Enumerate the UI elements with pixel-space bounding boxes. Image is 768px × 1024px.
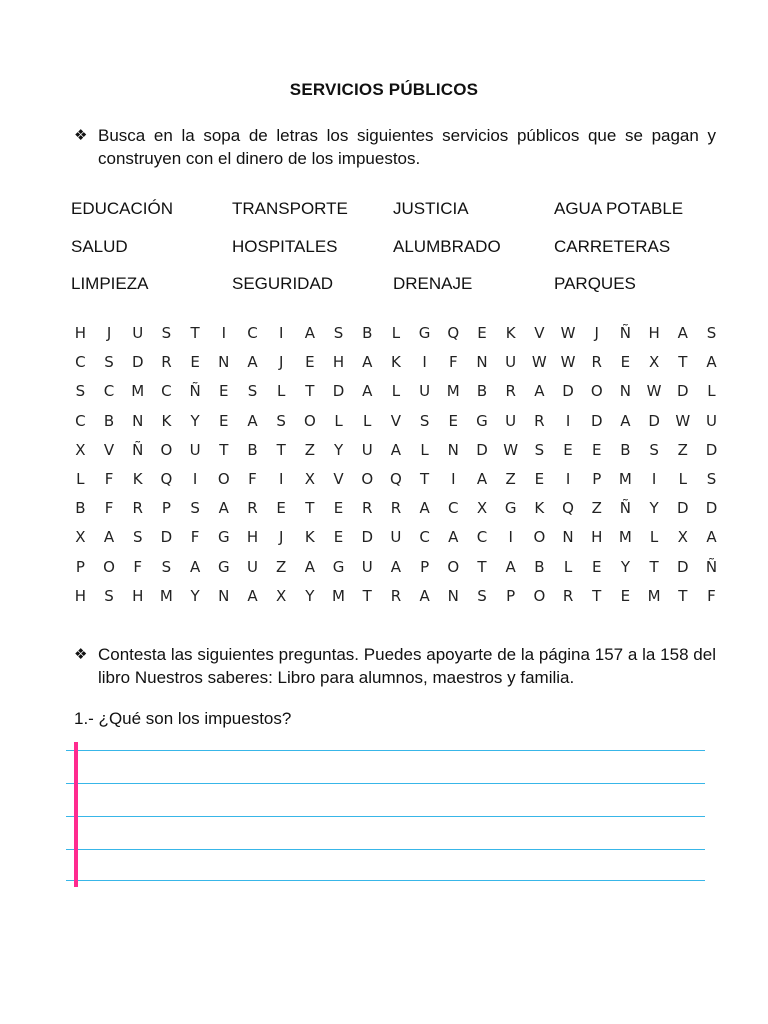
grid-letter[interactable]: F <box>133 557 143 576</box>
grid-letter[interactable]: Y <box>305 586 315 605</box>
grid-letter[interactable]: T <box>592 586 602 605</box>
grid-letter[interactable]: T <box>190 324 200 342</box>
grid-letter[interactable]: E <box>534 469 545 488</box>
grid-letter[interactable]: K <box>534 499 545 518</box>
grid-letter[interactable]: Y <box>190 411 200 430</box>
question-1: 1.- ¿Qué son los impuestos? <box>74 709 292 728</box>
grid-letter[interactable]: B <box>620 440 631 459</box>
grid-letter[interactable]: K <box>505 324 516 342</box>
grid-letter[interactable]: I <box>422 353 427 372</box>
grid-letter[interactable]: U <box>361 440 373 459</box>
word-list-item: JUSTICIA <box>393 199 469 218</box>
grid-letter[interactable]: E <box>591 440 602 459</box>
grid-letter[interactable]: A <box>304 557 315 576</box>
grid-letter[interactable]: S <box>75 382 86 401</box>
grid-letter[interactable]: F <box>248 469 257 488</box>
grid-letter[interactable]: I <box>278 324 284 342</box>
answer-line <box>66 750 705 751</box>
grid-letter[interactable]: E <box>219 411 229 430</box>
grid-letter[interactable]: E <box>620 353 631 372</box>
grid-letter[interactable]: X <box>677 528 688 547</box>
page-title: SERVICIOS PÚBLICOS <box>289 80 479 99</box>
grid-letter[interactable]: N <box>619 382 632 401</box>
grid-letter[interactable]: E <box>620 586 631 605</box>
grid-letter[interactable]: E <box>190 353 200 372</box>
grid-letter[interactable]: T <box>305 499 315 518</box>
grid-letter[interactable]: Ñ <box>189 382 201 401</box>
grid-letter[interactable]: E <box>305 353 315 372</box>
grid-letter[interactable]: B <box>103 411 115 430</box>
grid-letter[interactable]: V <box>333 469 344 488</box>
grid-letter[interactable]: B <box>362 324 373 342</box>
grid-letter[interactable]: C <box>476 528 488 547</box>
grid-letter[interactable]: N <box>218 353 230 372</box>
grid-letter[interactable]: H <box>648 324 660 342</box>
grid-letter[interactable]: O <box>447 557 460 576</box>
grid-letter[interactable]: Y <box>649 499 659 518</box>
grid-letter[interactable]: S <box>276 411 286 430</box>
grid-letter[interactable]: T <box>420 469 430 488</box>
grid-letter[interactable]: D <box>476 440 488 459</box>
grid-letter[interactable]: A <box>304 324 315 342</box>
grid-letter[interactable]: L <box>563 557 573 576</box>
grid-letter[interactable]: J <box>594 324 599 342</box>
grid-letter[interactable]: K <box>132 469 143 488</box>
grid-letter[interactable]: B <box>476 382 488 401</box>
grid-letter[interactable]: E <box>276 499 286 518</box>
grid-letter[interactable]: C <box>161 382 172 401</box>
grid-letter[interactable]: J <box>278 353 284 372</box>
grid-letter[interactable]: L <box>420 440 429 459</box>
word-list-item: LIMPIEZA <box>71 274 149 293</box>
grid-letter[interactable]: O <box>533 586 546 605</box>
grid-letter[interactable]: N <box>218 586 230 605</box>
grid-letter[interactable]: O <box>303 411 316 430</box>
grid-letter[interactable]: H <box>132 586 144 605</box>
grid-letter[interactable]: R <box>132 499 143 518</box>
grid-letter[interactable]: U <box>505 411 517 430</box>
word-list-item: PARQUES <box>554 274 636 293</box>
word-list-item: SALUD <box>71 236 128 256</box>
grid-letter[interactable]: E <box>448 411 459 430</box>
grid-letter[interactable]: V <box>390 411 402 430</box>
word-list-item: DRENAJE <box>393 274 473 293</box>
grid-letter[interactable]: Z <box>304 440 315 459</box>
grid-letter[interactable]: I <box>508 528 513 547</box>
grid-letter[interactable]: H <box>246 528 259 547</box>
grid-letter[interactable]: I <box>565 411 571 430</box>
grid-letter[interactable]: U <box>390 528 402 547</box>
grid-letter[interactable]: S <box>161 557 172 576</box>
instruction-text: Busca en la sopa de letras los siguientes servicios públicos que se pagan y construyen con el dinero de los impuestos. <box>98 126 716 168</box>
grid-letter[interactable]: X <box>276 586 287 605</box>
grid-letter[interactable]: R <box>390 586 402 605</box>
grid-letter[interactable]: I <box>278 469 284 488</box>
grid-letter[interactable]: Ñ <box>132 440 144 459</box>
grid-letter[interactable]: Z <box>276 557 287 576</box>
grid-letter[interactable]: M <box>618 469 632 488</box>
grid-letter[interactable]: T <box>362 586 372 605</box>
grid-letter[interactable]: C <box>419 528 430 547</box>
grid-letter[interactable]: V <box>534 324 545 342</box>
grid-letter[interactable]: A <box>390 440 402 459</box>
grid-letter[interactable]: O <box>103 557 115 576</box>
grid-letter[interactable]: S <box>190 499 200 518</box>
grid-letter[interactable]: O <box>590 382 603 401</box>
grid-letter[interactable]: Ñ <box>619 499 632 518</box>
grid-letter[interactable]: Z <box>677 440 688 459</box>
margin-line <box>74 742 78 887</box>
grid-letter[interactable]: S <box>649 440 659 459</box>
grid-letter[interactable]: V <box>103 440 115 459</box>
grid-letter[interactable]: P <box>506 586 516 605</box>
grid-letter[interactable]: Y <box>333 440 344 459</box>
grid-letter[interactable]: Q <box>160 469 173 488</box>
grid-letter[interactable]: A <box>247 411 258 430</box>
grid-letter[interactable]: T <box>477 557 487 576</box>
grid-letter[interactable]: S <box>333 324 344 342</box>
grid-letter[interactable]: X <box>476 499 488 518</box>
grid-letter[interactable]: T <box>276 440 286 459</box>
grid-letter[interactable]: G <box>504 499 517 518</box>
grid-letter[interactable]: T <box>678 586 688 605</box>
grid-letter[interactable]: L <box>363 411 372 430</box>
grid-letter[interactable]: A <box>362 382 373 401</box>
grid-letter[interactable]: A <box>419 499 430 518</box>
word-list-item: SEGURIDAD <box>232 274 334 293</box>
grid-letter[interactable]: R <box>562 586 574 605</box>
grid-letter[interactable]: Ñ <box>705 557 718 576</box>
answer-line <box>66 880 705 881</box>
grid-letter[interactable]: A <box>505 557 516 576</box>
grid-letter[interactable]: D <box>131 353 144 372</box>
grid-letter[interactable]: N <box>447 440 459 459</box>
grid-letter[interactable]: X <box>648 353 660 372</box>
answer-line <box>66 816 705 817</box>
grid-letter[interactable]: G <box>418 324 431 342</box>
word-list-item: AGUA POTABLE <box>554 199 684 218</box>
grid-letter[interactable]: Q <box>390 469 402 488</box>
grid-letter[interactable]: A <box>448 528 459 547</box>
grid-letter[interactable]: B <box>534 557 545 576</box>
grid-letter[interactable]: N <box>132 411 144 430</box>
diamond-bullet-icon: ❖ <box>74 646 88 663</box>
grid-letter[interactable]: A <box>103 528 115 547</box>
grid-letter[interactable]: I <box>221 324 226 342</box>
grid-letter[interactable]: T <box>678 353 688 372</box>
grid-letter[interactable]: O <box>160 440 173 459</box>
grid-letter[interactable]: R <box>505 382 516 401</box>
grid-letter[interactable]: U <box>132 324 144 342</box>
grid-letter[interactable]: S <box>132 528 143 547</box>
grid-letter[interactable]: L <box>334 411 343 430</box>
grid-letter[interactable]: S <box>534 440 545 459</box>
grid-letter[interactable]: P <box>592 469 602 488</box>
grid-letter[interactable]: A <box>476 469 488 488</box>
grid-letter[interactable]: L <box>678 469 687 488</box>
grid-letter[interactable]: D <box>705 440 718 459</box>
word-search-grid <box>66 319 726 611</box>
grid-letter[interactable]: U <box>189 440 201 459</box>
grid-letter[interactable]: U <box>705 411 717 430</box>
grid-letter[interactable]: O <box>533 528 546 547</box>
grid-letter[interactable]: A <box>706 353 717 372</box>
grid-letter[interactable]: E <box>333 528 344 547</box>
grid-letter[interactable]: M <box>647 586 661 605</box>
grid-letter[interactable]: A <box>390 557 402 576</box>
grid-letter[interactable]: W <box>531 353 547 372</box>
grid-letter[interactable]: F <box>448 353 458 372</box>
grid-letter[interactable]: L <box>76 469 85 488</box>
grid-letter[interactable]: D <box>332 382 345 401</box>
grid-letter[interactable]: N <box>447 586 459 605</box>
word-list-item: TRANSPORTE <box>232 199 348 218</box>
grid-letter[interactable]: J <box>106 324 112 342</box>
grid-letter[interactable]: L <box>707 382 716 401</box>
grid-letter[interactable]: M <box>159 586 173 605</box>
grid-letter[interactable]: Q <box>447 324 460 342</box>
grid-letter[interactable]: R <box>161 353 172 372</box>
grid-letter[interactable]: E <box>333 499 344 518</box>
grid-letter[interactable]: W <box>503 440 519 459</box>
grid-letter[interactable]: U <box>419 382 431 401</box>
grid-letter[interactable]: P <box>420 557 430 576</box>
grid-letter[interactable]: A <box>189 557 201 576</box>
grid-letter[interactable]: X <box>75 440 86 459</box>
grid-letter[interactable]: A <box>362 353 373 372</box>
grid-letter[interactable]: H <box>74 324 86 342</box>
grid-letter[interactable]: S <box>247 382 258 401</box>
grid-letter[interactable]: K <box>161 411 172 430</box>
grid-letter[interactable]: D <box>705 499 718 518</box>
grid-letter[interactable]: X <box>304 469 315 488</box>
grid-letter[interactable]: L <box>276 382 286 401</box>
grid-letter[interactable]: Z <box>591 499 602 518</box>
grid-letter[interactable]: H <box>591 528 603 547</box>
grid-letter[interactable]: G <box>476 411 488 430</box>
grid-letter[interactable]: M <box>446 382 460 401</box>
grid-letter[interactable]: P <box>75 557 85 576</box>
grid-letter[interactable]: U <box>505 353 517 372</box>
grid-letter[interactable]: M <box>618 528 632 547</box>
grid-letter[interactable]: S <box>104 353 114 372</box>
grid-letter[interactable]: D <box>677 382 689 401</box>
grid-letter[interactable]: C <box>103 382 115 401</box>
grid-letter[interactable]: D <box>677 499 689 518</box>
grid-letter[interactable]: D <box>160 528 173 547</box>
word-list <box>71 196 711 309</box>
word-list-item: ALUMBRADO <box>393 236 501 256</box>
grid-letter[interactable]: B <box>247 440 258 459</box>
word-list-item: CARRETERAS <box>554 236 671 256</box>
grid-letter[interactable]: L <box>649 528 659 547</box>
grid-letter[interactable]: K <box>304 528 315 547</box>
grid-letter[interactable]: G <box>332 557 345 576</box>
grid-letter[interactable]: G <box>217 557 230 576</box>
grid-letter[interactable]: S <box>477 586 487 605</box>
grid-letter[interactable]: B <box>75 499 86 518</box>
diamond-bullet-icon: ❖ <box>74 127 88 144</box>
grid-letter[interactable]: X <box>75 528 86 547</box>
grid-letter[interactable]: A <box>677 324 688 342</box>
grid-letter[interactable]: A <box>706 528 717 547</box>
grid-letter[interactable]: T <box>305 382 315 401</box>
grid-letter[interactable]: E <box>591 557 602 576</box>
grid-letter[interactable]: H <box>74 586 86 605</box>
grid-letter[interactable]: D <box>562 382 574 401</box>
grid-letter[interactable]: A <box>247 353 258 372</box>
grid-letter[interactable]: R <box>390 499 402 518</box>
grid-letter[interactable]: D <box>361 528 373 547</box>
word-list-item: HOSPITALES <box>232 236 338 256</box>
grid-letter[interactable]: C <box>75 411 86 430</box>
grid-letter[interactable]: M <box>131 382 145 401</box>
grid-letter[interactable]: O <box>361 469 374 488</box>
answer-line <box>66 849 705 850</box>
grid-letter[interactable]: P <box>161 499 171 518</box>
instruction-word-search <box>74 124 716 170</box>
grid-letter[interactable]: S <box>104 586 114 605</box>
grid-letter[interactable]: W <box>560 324 576 342</box>
grid-letter[interactable]: S <box>161 324 172 342</box>
grid-letter[interactable]: M <box>332 586 345 605</box>
grid-letter[interactable]: Z <box>505 469 516 488</box>
grid-letter[interactable]: N <box>476 353 488 372</box>
word-list-item: EDUCACIÓN <box>71 199 174 218</box>
answer-lines[interactable] <box>0 733 768 893</box>
grid-letter[interactable]: D <box>677 557 689 576</box>
grid-letter[interactable]: Y <box>620 557 630 576</box>
grid-letter[interactable]: I <box>192 469 198 488</box>
grid-letter[interactable]: E <box>563 440 573 459</box>
instruction-text: Contesta las siguientes preguntas. Puedes apoyarte de la página 157 a la 158 del libro Nuestros saberes: Libro para alumnos, maestros y familia. <box>98 645 716 687</box>
grid-letter[interactable]: I <box>451 469 456 488</box>
grid-letter[interactable]: F <box>104 469 114 488</box>
grid-letter[interactable]: A <box>534 382 545 401</box>
grid-letter[interactable]: A <box>419 586 430 605</box>
grid-letter[interactable]: O <box>217 469 230 488</box>
grid-letter[interactable]: R <box>362 499 373 518</box>
grid-letter[interactable]: D <box>648 411 660 430</box>
grid-letter[interactable]: L <box>391 382 401 401</box>
grid-letter[interactable]: F <box>104 499 114 518</box>
grid-letter[interactable]: N <box>562 528 574 547</box>
grid-letter[interactable]: Q <box>562 499 574 518</box>
grid-letter[interactable]: S <box>706 324 717 342</box>
grid-letter[interactable]: I <box>651 469 657 488</box>
grid-letter[interactable]: L <box>391 324 401 342</box>
grid-letter[interactable]: Ñ <box>619 324 632 342</box>
instruction-questions <box>74 643 716 689</box>
grid-letter[interactable]: R <box>591 353 602 372</box>
grid-letter[interactable]: H <box>332 353 345 372</box>
grid-letter[interactable]: R <box>247 499 258 518</box>
grid-letter[interactable]: T <box>219 440 229 459</box>
grid-letter[interactable]: C <box>448 499 459 518</box>
grid-letter[interactable]: U <box>361 557 373 576</box>
grid-letter[interactable]: W <box>675 411 691 430</box>
grid-letter[interactable]: C <box>75 353 86 372</box>
answer-line <box>66 783 705 784</box>
grid-letter[interactable]: A <box>247 586 258 605</box>
grid-letter[interactable]: Y <box>190 586 200 605</box>
grid-letter[interactable]: K <box>390 353 401 372</box>
grid-letter[interactable]: F <box>707 586 716 605</box>
grid-letter[interactable]: U <box>246 557 258 576</box>
grid-letter[interactable]: G <box>217 528 230 547</box>
grid-letter[interactable]: I <box>565 469 571 488</box>
grid-letter[interactable]: D <box>590 411 603 430</box>
grid-letter[interactable]: J <box>278 528 284 547</box>
grid-letter[interactable]: W <box>560 353 576 372</box>
grid-letter[interactable]: W <box>646 382 662 401</box>
grid-letter[interactable]: S <box>419 411 430 430</box>
grid-letter[interactable]: T <box>649 557 659 576</box>
grid-letter[interactable]: E <box>219 382 229 401</box>
grid-letter[interactable]: S <box>706 469 717 488</box>
grid-letter[interactable]: R <box>534 411 545 430</box>
grid-letter[interactable]: E <box>477 324 487 342</box>
grid-letter[interactable]: F <box>190 528 200 547</box>
grid-letter[interactable]: C <box>247 324 258 342</box>
grid-letter[interactable]: A <box>620 411 631 430</box>
grid-letter[interactable]: A <box>218 499 229 518</box>
